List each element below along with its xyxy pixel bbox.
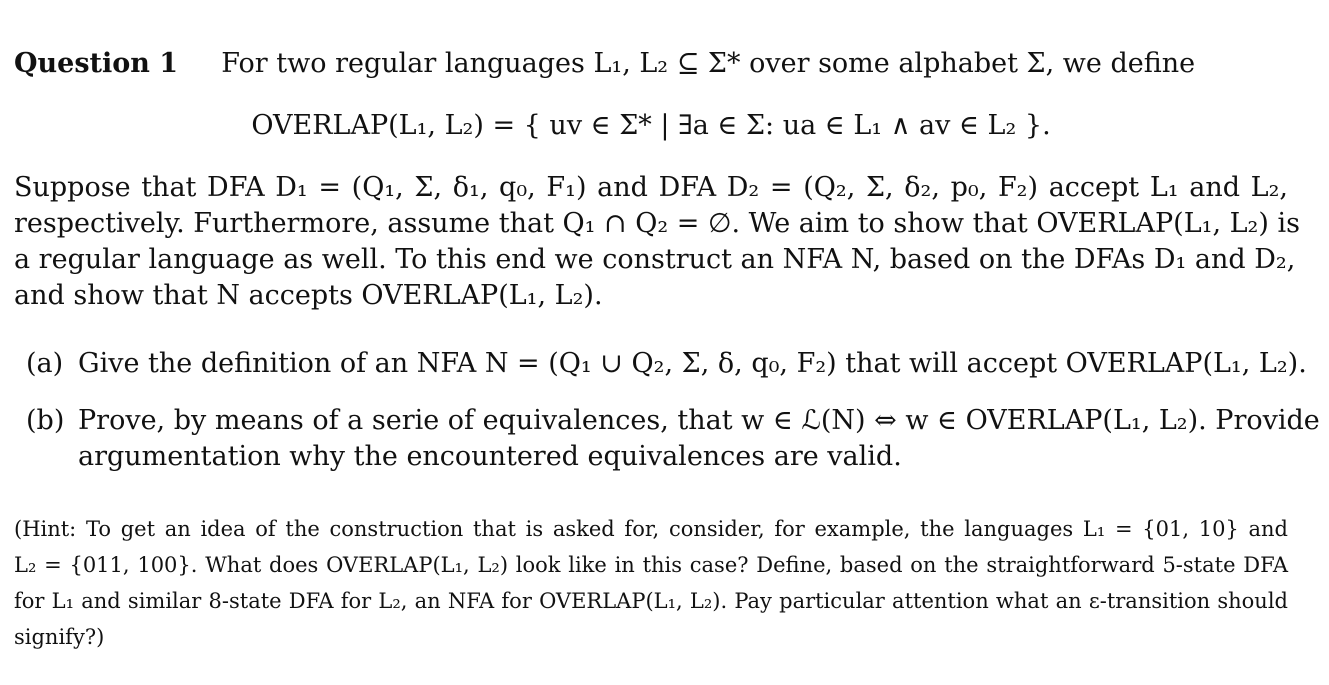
question-intro: For two regular languages L₁, L₂ ⊆ Σ* over some alphabet Σ, we define	[221, 48, 1196, 79]
subquestion-a-text	[78, 346, 1307, 382]
question-intro-line	[14, 46, 1288, 82]
subquestion-b-line-2: argumentation why the encountered equivalences are valid.	[78, 441, 902, 472]
hint-block	[14, 511, 1288, 655]
subquestion-a	[26, 346, 1307, 382]
subquestion-b-line-1: Prove, by means of a serie of equivalences, that w ∈ ℒ(N) ⇔ w ∈ OVERLAP(L₁, L₂). Provide	[78, 405, 1320, 436]
question-label: Question 1	[14, 48, 179, 79]
paragraph-line-3: a regular language as well. To this end we construct an NFA N, based on the DFAs D₁ and D₂,	[14, 244, 1296, 275]
paragraph-line-1: Suppose that DFA D₁ = (Q₁, Σ, δ₁, q₀, F₁) and DFA D₂ = (Q₂, Σ, δ₂, p₀, F₂) accept L₁ and L₂,	[14, 172, 1288, 203]
hint-line-2: L₂ = {011, 100}. What does OVERLAP(L₁, L₂) look like in this case? Define, based on the straightforward 5-state DFA	[14, 553, 1288, 577]
subquestion-a-label: (a)	[26, 348, 64, 379]
subquestion-b-label: (b)	[26, 405, 65, 436]
hint-line-1: (Hint: To get an idea of the construction that is asked for, consider, for example, the languages L₁ = {01, 10} and	[14, 517, 1288, 541]
subquestion-a-line-1: Give the definition of an NFA N = (Q₁ ∪ Q₂, Σ, δ, q₀, F₂) that will accept OVERLAP(L₁, L₂).	[78, 348, 1307, 379]
hint-line-4: signify?)	[14, 625, 105, 649]
paragraph-line-4: and show that N accepts OVERLAP(L₁, L₂).	[14, 280, 603, 311]
subquestion-b	[26, 403, 1320, 475]
overlap-definition: OVERLAP(L₁, L₂) = { uv ∈ Σ* | ∃a ∈ Σ: ua ∈ L₁ ∧ av ∈ L₂ }.	[251, 110, 1051, 141]
paragraph-line-2: respectively. Furthermore, assume that Q₁ ∩ Q₂ = ∅. We aim to show that OVERLAP(L₁, L₂) is	[14, 208, 1300, 239]
hint-line-3: for L₁ and similar 8-state DFA for L₂, an NFA for OVERLAP(L₁, L₂). Pay particular attention what an ε-transition should	[14, 589, 1288, 613]
subquestion-b-text	[78, 403, 1320, 475]
